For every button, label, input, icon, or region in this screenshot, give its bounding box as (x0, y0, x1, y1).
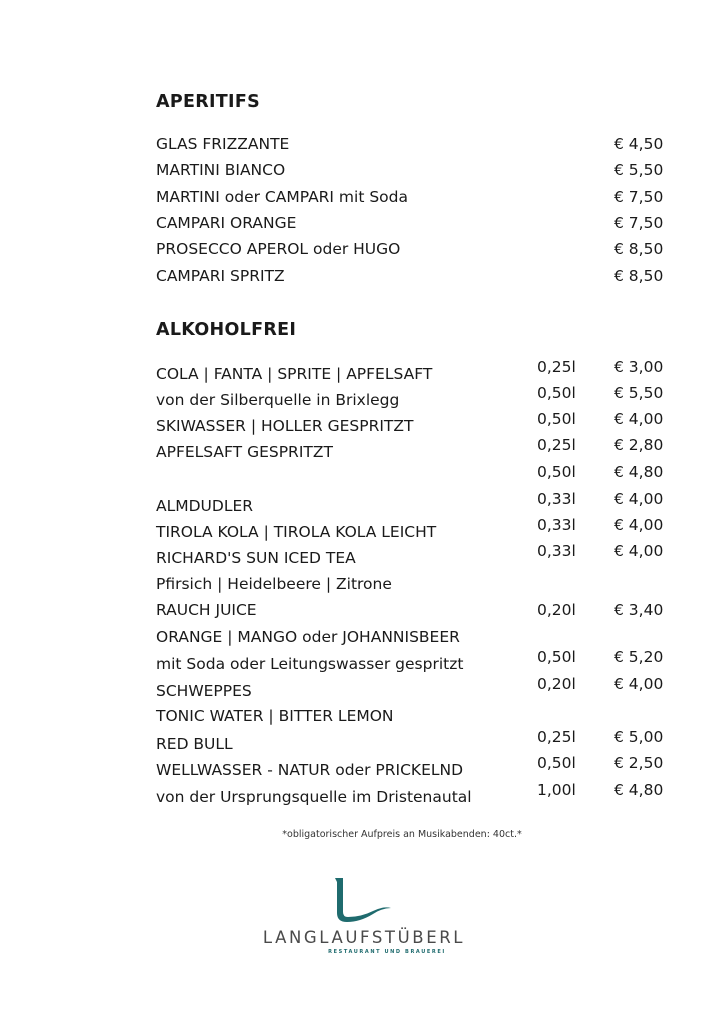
item-volume: 1,00l (537, 781, 576, 799)
item-price: € 4,00 (614, 516, 664, 534)
item-price: € 4,80 (614, 463, 664, 481)
item-name: TONIC WATER | BITTER LEMON (156, 707, 394, 725)
item-volume: 0,50l (537, 754, 576, 772)
menu-row (0, 131, 724, 157)
item-name: RAUCH JUICE (156, 601, 257, 619)
menu-row (0, 571, 724, 597)
menu-row (0, 157, 724, 183)
item-name: COLA | FANTA | SPRITE | APFELSAFT (156, 365, 433, 383)
item-price: € 8,50 (614, 267, 664, 285)
item-volume: 0,33l (537, 542, 576, 560)
item-name: ALMDUDLER (156, 497, 254, 515)
item-price: € 7,50 (614, 214, 664, 232)
item-price: € 4,00 (614, 410, 664, 428)
item-volume: 0,25l (537, 358, 576, 376)
menu-row (0, 184, 724, 210)
item-price: € 5,50 (614, 161, 664, 179)
menu-row (0, 677, 724, 703)
item-volume: 0,20l (537, 601, 576, 619)
item-name: von der Ursprungsquelle im Dristenautal (156, 788, 472, 806)
item-price: € 4,50 (614, 135, 664, 153)
logo (0, 876, 724, 955)
item-name: GLAS FRIZZANTE (156, 135, 290, 153)
item-volume: 0,50l (537, 648, 576, 666)
item-name: MARTINI oder CAMPARI mit Soda (156, 188, 409, 206)
item-price: € 5,20 (614, 648, 664, 666)
item-price: € 4,00 (614, 542, 664, 560)
logo-name: LANGLAUFSTÜBERL (262, 928, 466, 947)
item-volume: 0,50l (537, 384, 576, 402)
item-name: WELLWASSER - NATUR oder PRICKELND (156, 761, 464, 779)
item-price: € 3,00 (614, 358, 664, 376)
menu-row (0, 783, 724, 809)
menu-row (0, 236, 724, 262)
item-name: RICHARD'S SUN ICED TEA (156, 549, 356, 567)
item-name: SCHWEPPES (156, 682, 252, 700)
menu-row (0, 544, 724, 570)
logo-tagline: RESTAURANT UND BRAUEREI (328, 949, 446, 955)
item-price: € 2,50 (614, 754, 664, 772)
alkoholfrei-heading: ALKOHOLFREI (156, 320, 297, 340)
item-name: SKIWASSER | HOLLER GESPRITZT (156, 417, 414, 435)
item-name: APFELSAFT GESPRITZT (156, 443, 333, 461)
item-price: € 3,40 (614, 601, 664, 619)
item-price: € 8,50 (614, 240, 664, 258)
item-price: € 4,00 (614, 490, 664, 508)
item-price: € 4,00 (614, 675, 664, 693)
item-price: € 5,00 (614, 728, 664, 746)
item-price: € 4,80 (614, 781, 664, 799)
footnote: *obligatorischer Aufpreis an Musikabenden: 40ct.* (282, 829, 522, 840)
item-price: € 2,80 (614, 436, 664, 454)
menu-row (0, 210, 724, 236)
item-name: ORANGE | MANGO oder JOHANNISBEER (156, 628, 460, 646)
aperitifs-heading: APERITIFS (156, 92, 261, 112)
item-name: MARTINI BIANCO (156, 161, 286, 179)
menu-row (0, 263, 724, 289)
item-volume: 0,50l (537, 463, 576, 481)
item-name: CAMPARI SPRITZ (156, 267, 285, 285)
item-price: € 5,50 (614, 384, 664, 402)
item-volume: 0,20l (537, 675, 576, 693)
item-volume: 0,25l (537, 436, 576, 454)
item-name: TIROLA KOLA | TIROLA KOLA LEICHT (156, 523, 437, 541)
menu-row (0, 597, 724, 623)
item-name: mit Soda oder Leitungswasser gespritzt (156, 655, 464, 673)
item-name: RED BULL (156, 735, 233, 753)
item-volume: 0,33l (537, 516, 576, 534)
item-volume: 0,50l (537, 410, 576, 428)
item-name: von der Silberquelle in Brixlegg (156, 391, 400, 409)
item-name: PROSECCO APEROL oder HUGO (156, 240, 401, 258)
logo-l-icon (327, 876, 397, 924)
item-volume: 0,33l (537, 490, 576, 508)
item-price: € 7,50 (614, 188, 664, 206)
item-volume: 0,25l (537, 728, 576, 746)
item-name: Pfirsich | Heidelbeere | Zitrone (156, 575, 392, 593)
item-name: CAMPARI ORANGE (156, 214, 297, 232)
